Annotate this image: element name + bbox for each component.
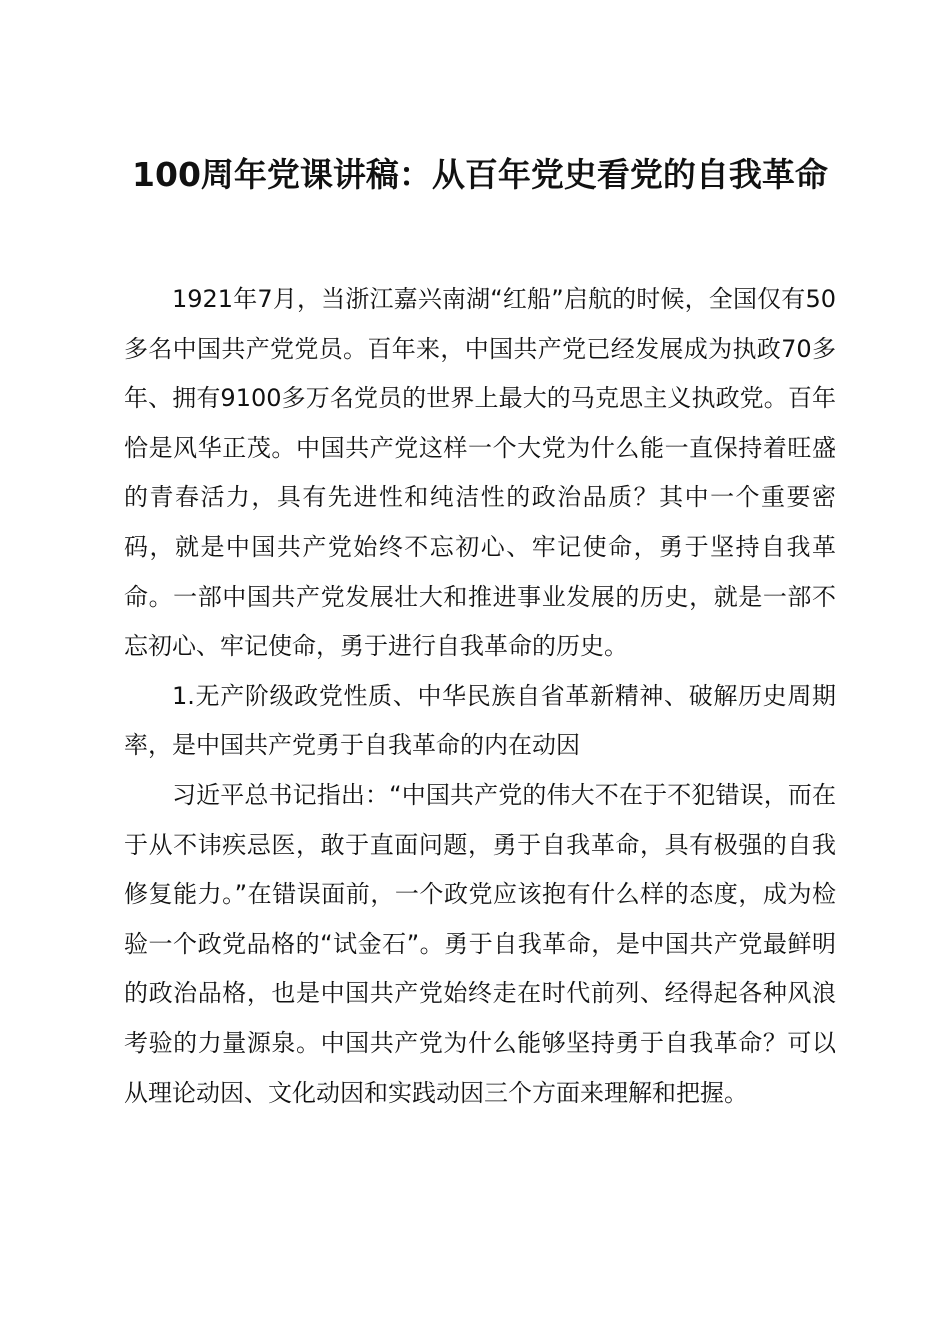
- document-title: 100周年党课讲稿：从百年党史看党的自我革命: [132, 155, 828, 194]
- paragraph-quote: 习近平总书记指出：“中国共产党的伟大不在于不犯错误，而在于从不讳疾忌医，敢于直面问题，勇于自我革命，具有极强的自我修复能力。”在错误面前，一个政党应该抱有什么样的态度，成为检验一个政党品格的“试金石”。勇于自我革命，是中国共产党最鲜明的政治品格，也是中国共产党始终走在时代前列、经得起各种风浪考验的力量源泉。中国共产党为什么能够坚持勇于自我革命？可以从理论动因、文化动因和实践动因三个方面来理解和把握。: [124, 780, 836, 1107]
- document-body: [124, 275, 836, 1118]
- paragraph-section-heading: 1.无产阶级政党性质、中华民族自省革新精神、破解历史周期率，是中国共产党勇于自我革命的内在动因: [124, 681, 836, 760]
- paragraph-intro: 1921年7月，当浙江嘉兴南湖“红船”启航的时候，全国仅有50多名中国共产党党员。百年来，中国共产党已经发展成为执政70多年、拥有9100多万名党员的世界上最大的马克思主义执政党。百年恰是风华正茂。中国共产党这样一个大党为什么能一直保持着旺盛的青春活力，具有先进性和纯洁性的政治品质？其中一个重要密码，就是中国共产党始终不忘初心、牢记使命，勇于坚持自我革命。一部中国共产党发展壮大和推进事业发展的历史，就是一部不忘初心、牢记使命，勇于进行自我革命的历史。: [124, 285, 836, 661]
